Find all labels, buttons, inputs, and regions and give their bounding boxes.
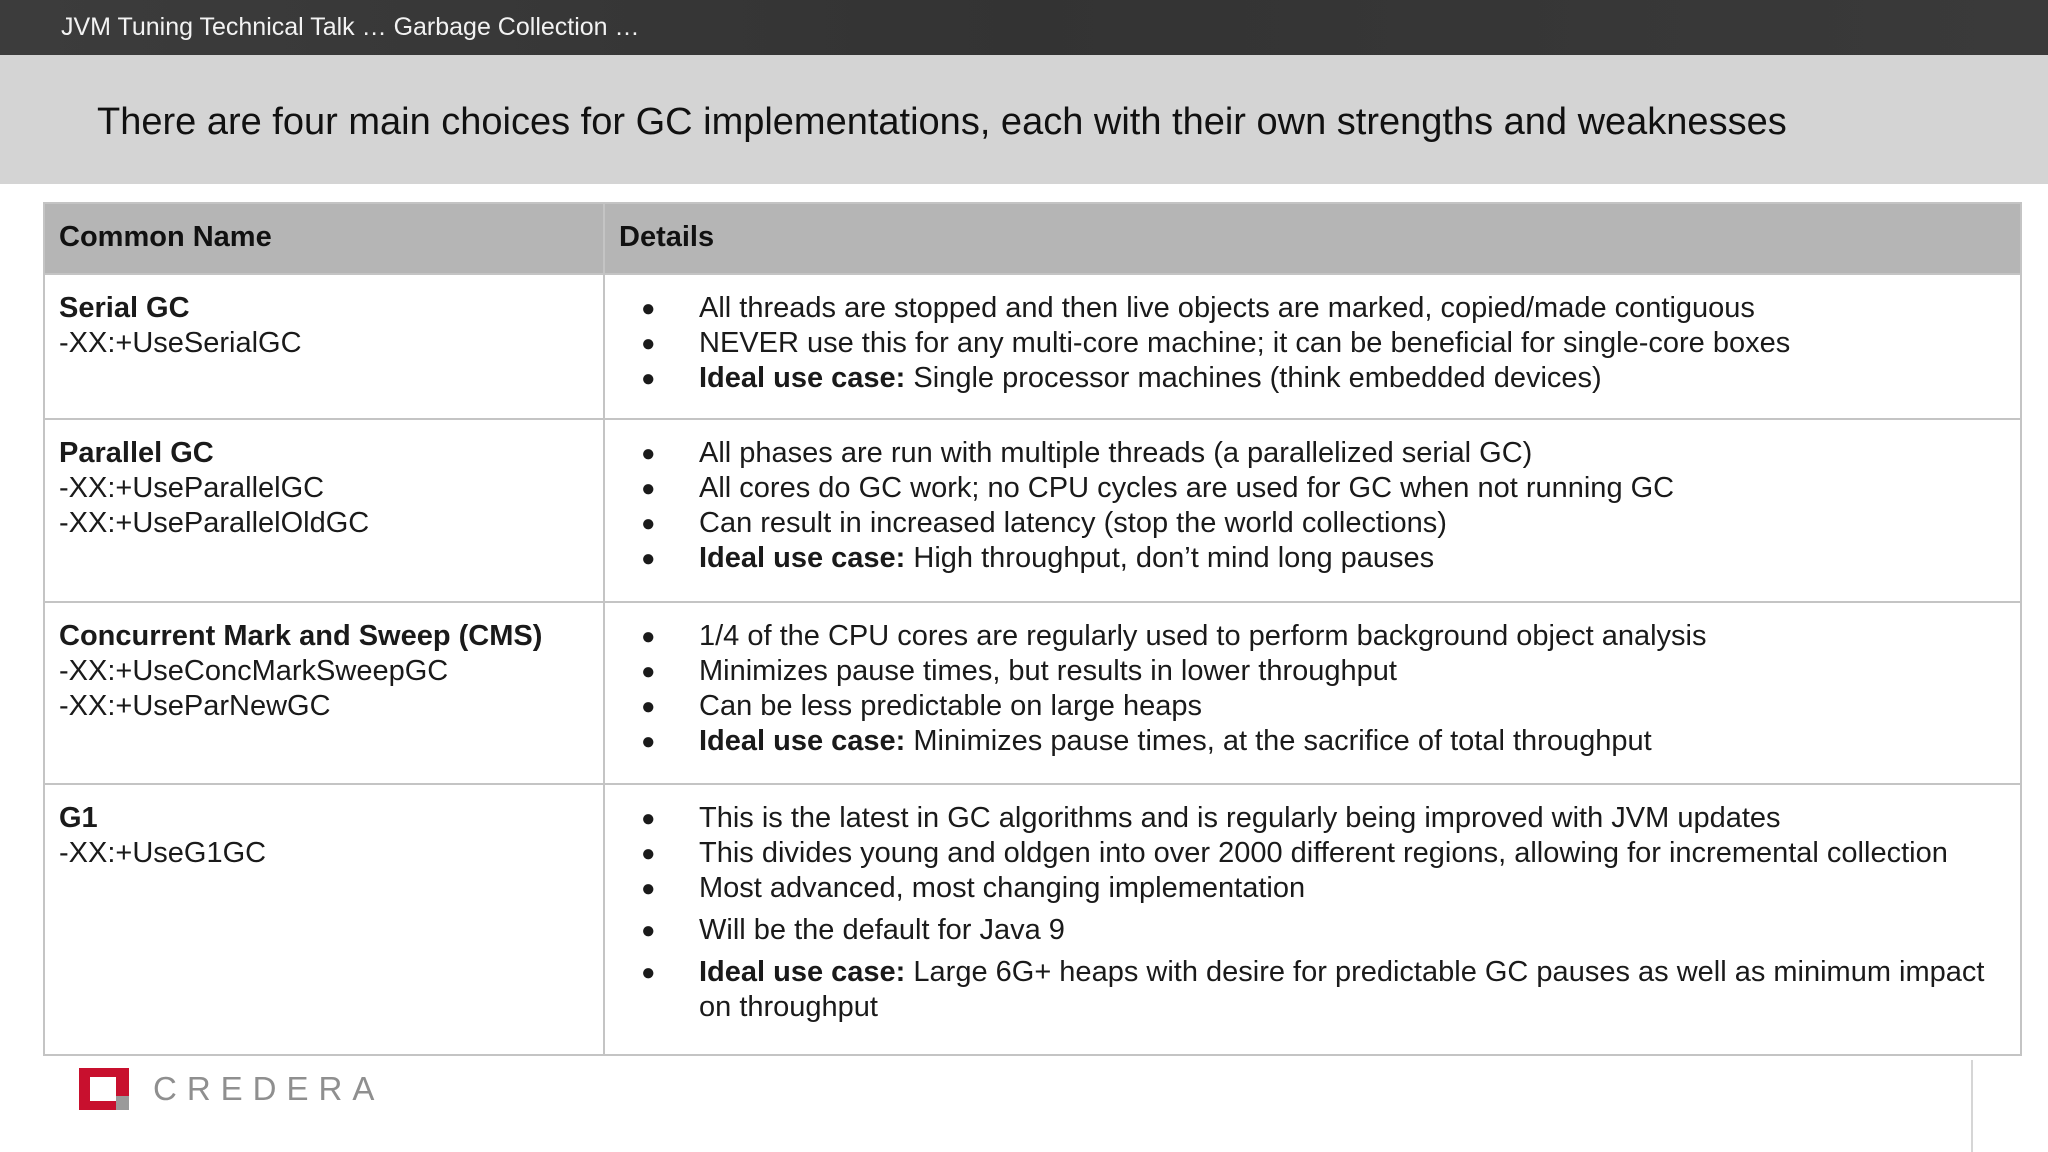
gc-flag: -XX:+UseParallelGC bbox=[59, 472, 325, 504]
bullet-icon: ● bbox=[641, 545, 656, 572]
gc-name: Concurrent Mark and Sweep (CMS) bbox=[59, 620, 543, 652]
list-item bbox=[619, 724, 2006, 759]
bullet-icon: ● bbox=[641, 365, 656, 392]
title-band bbox=[0, 55, 2048, 184]
list-item: ● All threads are stopped and then live objects are marked, copied/made contiguous bbox=[641, 292, 1755, 324]
details-cell bbox=[604, 602, 2021, 784]
bullet-icon: ● bbox=[641, 917, 656, 944]
details-list bbox=[619, 619, 2006, 759]
bullet-icon: ● bbox=[641, 330, 656, 357]
gc-flag: -XX:+UseSerialGC bbox=[59, 327, 302, 359]
credera-logo-icon bbox=[79, 1068, 129, 1110]
gc-flag: -XX:+UseParNewGC bbox=[59, 690, 331, 722]
gc-flag: -XX:+UseG1GC bbox=[59, 837, 267, 869]
list-item bbox=[619, 541, 2006, 576]
bullet-icon: ● bbox=[641, 510, 656, 537]
table-row-cms bbox=[44, 602, 2021, 784]
list-item: ● This divides young and oldgen into over 2000 different regions, allowing for incremental collection bbox=[641, 837, 1948, 869]
table-row-g1 bbox=[44, 784, 2021, 1055]
details-cell bbox=[604, 274, 2021, 419]
ideal-use-case-text: Large 6G+ heaps with desire for predictable GC pauses as well as minimum impact on throughput bbox=[699, 956, 1985, 1023]
bullet-icon: ● bbox=[641, 728, 656, 755]
list-item: ● This is the latest in GC algorithms and is regularly being improved with JVM updates bbox=[641, 802, 1781, 834]
gc-flag: -XX:+UseParallelOldGC bbox=[59, 507, 370, 539]
list-item bbox=[619, 955, 2006, 1025]
bullet-icon: ● bbox=[641, 475, 656, 502]
list-item: ● Most advanced, most changing implementation bbox=[641, 872, 1306, 904]
slide-title: There are four main choices for GC implementations, each with their own strengths and weaknesses bbox=[97, 101, 1787, 143]
details-cell bbox=[604, 784, 2021, 1055]
bullet-icon: ● bbox=[641, 875, 656, 902]
column-header-details: Details bbox=[604, 203, 2021, 274]
bullet-icon: ● bbox=[641, 295, 656, 322]
ideal-use-case-label: Ideal use case: bbox=[699, 956, 906, 988]
details-list bbox=[619, 291, 2006, 396]
credera-logo-text: CREDERA bbox=[153, 1070, 385, 1107]
gc-name: Parallel GC bbox=[59, 437, 214, 469]
list-item: ● Will be the default for Java 9 bbox=[641, 914, 1065, 946]
name-cell bbox=[44, 784, 604, 1055]
list-item: ● Minimizes pause times, but results in lower throughput bbox=[641, 655, 1397, 687]
list-item: ● All phases are run with multiple threads (a parallelized serial GC) bbox=[641, 437, 1533, 469]
gc-name: G1 bbox=[59, 802, 98, 834]
name-cell bbox=[44, 419, 604, 602]
bullet-icon: ● bbox=[641, 805, 656, 832]
breadcrumb: JVM Tuning Technical Talk … Garbage Collection … bbox=[61, 13, 640, 41]
table-header-row bbox=[44, 203, 2021, 274]
details-cell bbox=[604, 419, 2021, 602]
gc-comparison-table bbox=[43, 202, 2022, 1056]
list-item bbox=[619, 361, 2006, 396]
top-bar bbox=[0, 0, 2048, 55]
ideal-use-case-label: Ideal use case: bbox=[699, 725, 906, 757]
details-list bbox=[619, 801, 2006, 1025]
column-header-common-name: Common Name bbox=[44, 203, 604, 274]
ideal-use-case-label: Ideal use case: bbox=[699, 542, 906, 574]
table-row-serial-gc bbox=[44, 274, 2021, 419]
credera-logo bbox=[79, 1068, 384, 1110]
list-item: ● Can result in increased latency (stop the world collections) bbox=[641, 507, 1447, 539]
gc-flag: -XX:+UseConcMarkSweepGC bbox=[59, 655, 449, 687]
list-item: ● 1/4 of the CPU cores are regularly used to perform background object analysis bbox=[641, 620, 1707, 652]
details-list bbox=[619, 436, 2006, 576]
table-row-parallel-gc bbox=[44, 419, 2021, 602]
bullet-icon: ● bbox=[641, 693, 656, 720]
name-cell bbox=[44, 602, 604, 784]
list-item: ● Can be less predictable on large heaps bbox=[641, 690, 1202, 722]
ideal-use-case-text: Minimizes pause times, at the sacrifice of total throughput bbox=[905, 725, 1652, 757]
list-item: ● All cores do GC work; no CPU cycles are used for GC when not running GC bbox=[641, 472, 1675, 504]
name-cell bbox=[44, 274, 604, 419]
bullet-icon: ● bbox=[641, 623, 656, 650]
ideal-use-case-text: Single processor machines (think embedded devices) bbox=[905, 362, 1602, 394]
bullet-icon: ● bbox=[641, 658, 656, 685]
list-item: ● NEVER use this for any multi-core machine; it can be beneficial for single-core boxes bbox=[641, 327, 1791, 359]
bullet-icon: ● bbox=[641, 440, 656, 467]
ideal-use-case-label: Ideal use case: bbox=[699, 362, 906, 394]
ideal-use-case-text: High throughput, don’t mind long pauses bbox=[905, 542, 1435, 574]
bullet-icon: ● bbox=[641, 840, 656, 867]
gc-name: Serial GC bbox=[59, 292, 190, 324]
divider bbox=[1971, 1060, 1973, 1152]
bullet-icon: ● bbox=[641, 959, 656, 986]
